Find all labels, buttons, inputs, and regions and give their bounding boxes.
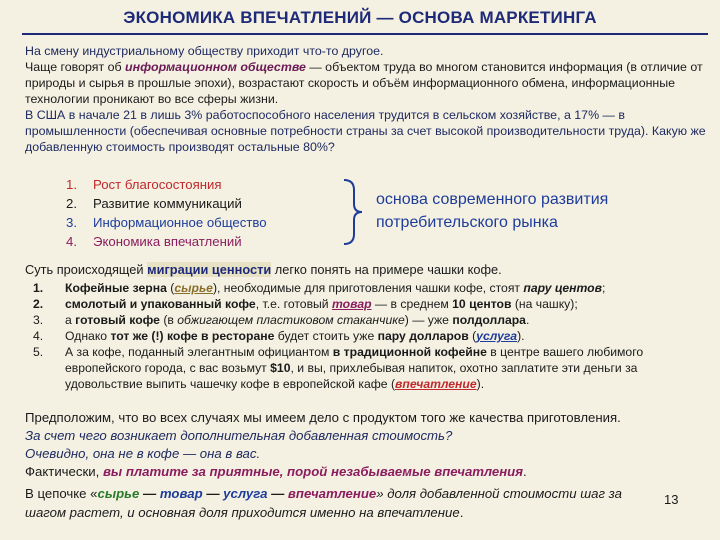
- conclusion-question: За счет чего возникает дополнительная добавленная стоимость?: [25, 428, 453, 443]
- coffee-2-a: смолотый и упакованный кофе: [65, 297, 256, 311]
- priority-item: [66, 213, 267, 232]
- page-number: 13: [664, 492, 679, 507]
- coffee-item: [33, 328, 713, 344]
- coffee-3-g: .: [525, 313, 530, 327]
- priority-item: [66, 194, 267, 213]
- coffee-5-c: в центре вашего любимого европейского города, с вас возьмут: [65, 345, 644, 375]
- chain-raw: сырье: [97, 486, 140, 501]
- coffee-text: [65, 344, 713, 392]
- coffee-item: [33, 296, 713, 312]
- chain-a: В цепочке «: [25, 486, 98, 501]
- priority-item: [66, 175, 267, 194]
- coffee-number: 5.: [33, 345, 44, 359]
- coffee-3-c: (в: [159, 313, 178, 327]
- coffee-4-a: Однако: [65, 329, 111, 343]
- essence-highlight: миграции ценности: [147, 262, 272, 277]
- coffee-number: 3.: [33, 313, 44, 327]
- coffee-number: 2.: [33, 297, 44, 311]
- coffee-5-f: впечатление: [395, 377, 477, 391]
- priority-item: [66, 232, 267, 251]
- coffee-4-e: (: [468, 329, 477, 343]
- coffee-4-g: ).: [517, 329, 525, 343]
- coffee-5-g: ).: [476, 377, 485, 391]
- coffee-text: [65, 328, 713, 344]
- coffee-text: [65, 296, 713, 312]
- title-divider: [22, 33, 708, 35]
- conclusion-line-4: [25, 463, 715, 481]
- coffee-3-d: обжигающем пластиковом стаканчике: [177, 313, 405, 327]
- priority-text: Развитие коммуникаций: [93, 196, 242, 211]
- conclusion-4-highlight: вы платите за приятные, порой незабываемые впечатления: [102, 464, 524, 479]
- chain-service: услуга: [223, 486, 268, 501]
- intro-block: [25, 43, 710, 155]
- coffee-1-a: Кофейные зерна: [65, 281, 167, 295]
- coffee-1-d: ), необходимые для приготовления чашки кофе, стоят: [212, 281, 524, 295]
- coffee-3-f: полдоллара: [452, 313, 526, 327]
- coffee-5-e: , и вы, прихлебывая напиток, охотно заплатите эти деньги за удовольствие выпить чашечку кофе в европейской кафе (: [65, 361, 638, 391]
- coffee-3-e: ) — уже: [404, 313, 453, 327]
- chain-rest: » доля добавленной стоимости шаг за шагом растет, и основная доля приходится именно на впечатление: [25, 486, 622, 520]
- basis-statement: основа современного развития потребительского рынка: [376, 191, 609, 231]
- conclusion-block: [25, 409, 715, 481]
- essence-c: легко понять на примере чашки кофе.: [271, 262, 502, 277]
- coffee-item: [33, 344, 713, 392]
- chain-goods: товар: [159, 486, 203, 501]
- priority-number: 2.: [66, 196, 77, 211]
- coffee-2-d: — в среднем: [371, 297, 453, 311]
- coffee-5-b: в традиционной кофейне: [332, 345, 487, 359]
- curly-brace-icon: [340, 178, 366, 246]
- intro-paragraph-1: На смену индустриальному обществу приходит что-то другое.: [25, 44, 384, 58]
- coffee-item: [33, 280, 713, 296]
- coffee-5-d: $10: [270, 361, 291, 375]
- coffee-5-a: А за кофе, поданный элегантным официантом: [65, 345, 333, 359]
- chain-impression: впечатление: [287, 486, 377, 501]
- chain-dash-1: —: [139, 486, 160, 501]
- chain-end: .: [459, 505, 464, 520]
- priority-text: Экономика впечатлений: [93, 234, 242, 249]
- priority-number: 1.: [66, 177, 77, 192]
- coffee-1-f: ;: [601, 281, 606, 295]
- coffee-1-c: сырье: [174, 281, 213, 295]
- chain-dash-3: —: [267, 486, 288, 501]
- coffee-4-f: услуга: [476, 329, 518, 343]
- essence-line: [25, 262, 715, 277]
- coffee-1-e: пару центов: [523, 281, 602, 295]
- slide-title: ЭКОНОМИКА ВПЕЧАТЛЕНИЙ — ОСНОВА МАРКЕТИНГА: [123, 8, 597, 27]
- coffee-item: [33, 312, 713, 328]
- coffee-2-b: , т.е. готовый: [255, 297, 332, 311]
- priorities-list: [66, 175, 267, 251]
- intro-p2-c: — объектом труда во многом становится информация (в отличие от природы и сырья в прошлые эпохи), возрастают скорость и объём информационного обмена, информационные технологии проникают во все сферы жизни.: [25, 60, 703, 106]
- conclusion-line-1: Предположим, что во всех случаях мы имеем дело с продуктом того же качества приготовления.: [25, 410, 621, 425]
- conclusion-answer: Очевидно, она не в кофе — она в вас.: [25, 446, 261, 461]
- priority-number: 3.: [66, 215, 77, 230]
- conclusion-4-a: Фактически,: [25, 464, 103, 479]
- intro-paragraph-3: В США в начале 21 в лишь 3% работоспособного населения трудится в сельском хозяйстве, а 17% — в промышленности (обеспечивая основные потребности страны за счет высокой производительности труда). Какую же добавленную стоимость производят остальные 80%?: [25, 108, 706, 154]
- coffee-4-c: будет стоить уже: [274, 329, 378, 343]
- intro-p2-highlight: информационном обществе: [125, 60, 306, 74]
- priority-number: 4.: [66, 234, 77, 249]
- coffee-3-b: готовый кофе: [75, 313, 160, 327]
- priority-text: Информационное общество: [93, 215, 267, 230]
- essence-a: Суть происходящей: [25, 262, 148, 277]
- coffee-list: [33, 280, 713, 392]
- value-chain-statement: [25, 484, 665, 522]
- coffee-text: [65, 312, 713, 328]
- coffee-4-d: пару долларов: [377, 329, 469, 343]
- coffee-text: [65, 280, 713, 296]
- coffee-number: 1.: [33, 281, 44, 295]
- coffee-2-e: 10 центов: [452, 297, 512, 311]
- conclusion-4-c: .: [523, 464, 527, 479]
- coffee-number: 4.: [33, 329, 44, 343]
- coffee-4-b: тот же (!) кофе в ресторане: [110, 329, 275, 343]
- coffee-2-c: товар: [332, 297, 372, 311]
- coffee-3-a: а: [65, 313, 76, 327]
- intro-paragraph-2: [25, 59, 710, 107]
- priority-text: Рост благосостояния: [93, 177, 222, 192]
- coffee-2-f: (на чашку);: [511, 297, 578, 311]
- chain-dash-2: —: [202, 486, 224, 501]
- intro-p2-a: Чаще говорят об: [25, 60, 126, 74]
- coffee-1-b: (: [166, 281, 175, 295]
